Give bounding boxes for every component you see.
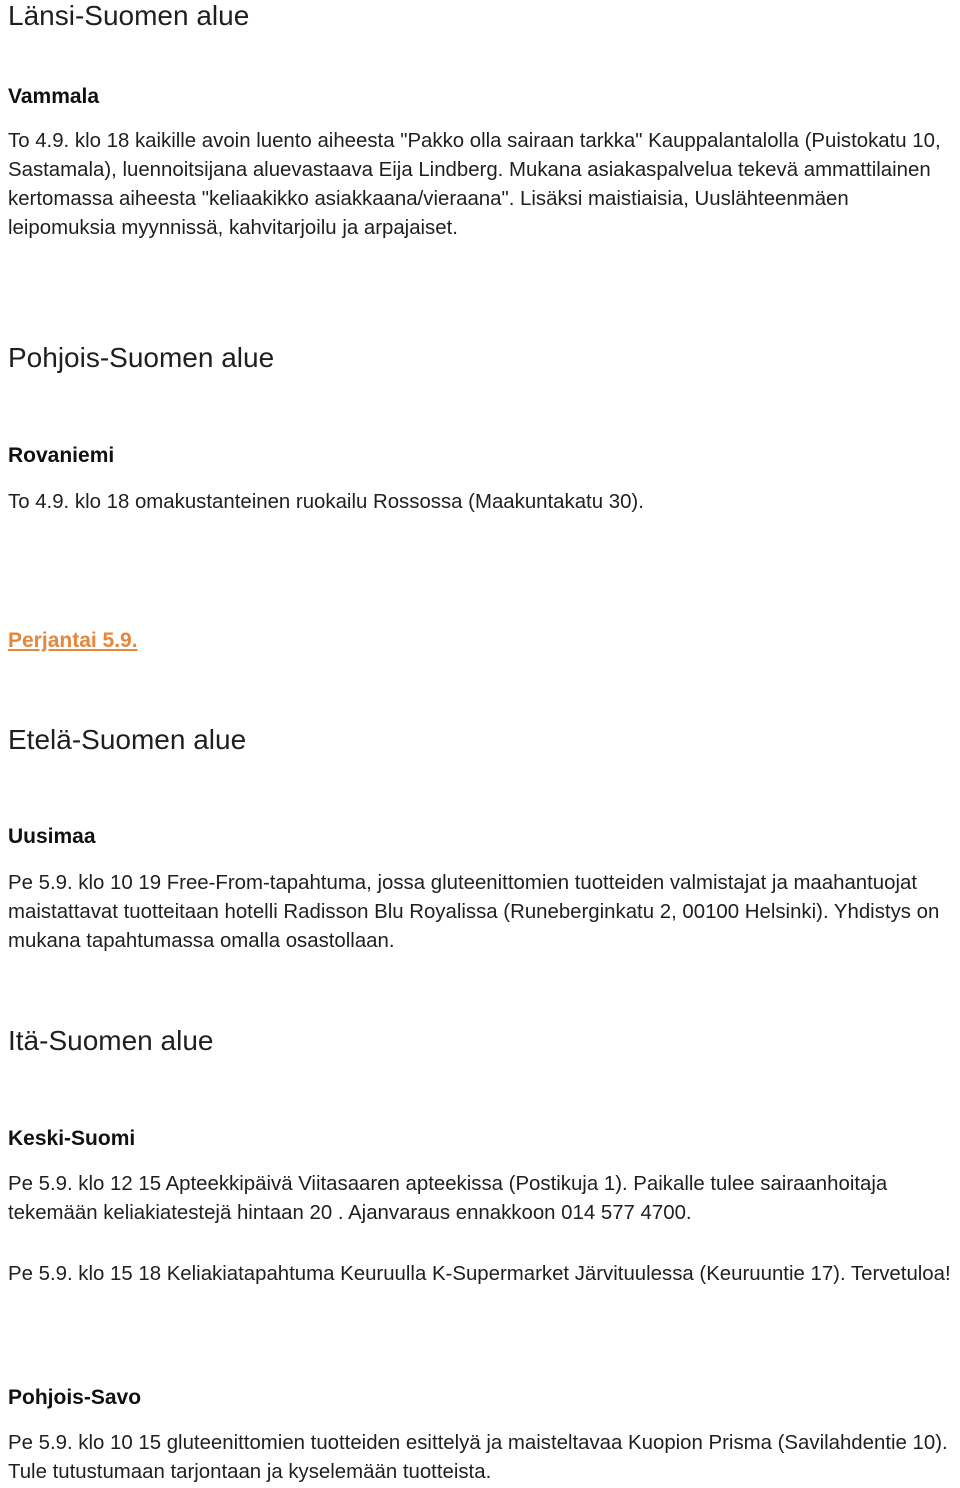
- place-heading-keski-suomi: Keski-Suomi: [8, 1127, 136, 1150]
- region-heading-ita: Itä-Suomen alue: [8, 1025, 214, 1056]
- place-heading-vammala: Vammala: [8, 85, 100, 108]
- event-text-keuruu: Pe 5.9. klo 15 18 Keliakiatapahtuma Keuruulla K-Supermarket Järvituulessa (Keuruuntie 17). Tervetuloa!: [8, 1263, 951, 1285]
- event-text-uusimaa: Pe 5.9. klo 10 19 Free-From-tapahtuma, jossa gluteenittomien tuotteiden valmistajat ja maahantuojat maistattavat tuotteitaan hotelli Radisson Blu Royalissa (Runeberginkatu 2, 00100 Helsinki). Yhdistys on mukana tapahtumassa omalla osastollaan.: [8, 872, 940, 952]
- event-text-vammala: To 4.9. klo 18 kaikille avoin luento aiheesta "Pakko olla sairaan tarkka" Kauppalantalolla (Puistokatu 10, Sastamala), luennoitsijana aluevastaava Eija Lindberg. Mukana asiakaspalvelua tekevä ammattilainen kertomassa aiheesta "keliaakikko asiakkaana/vieraana". Lisäksi maistiaisia, Uuslähteenmäen leipomuksia myynnissä, kahvitarjoilu ja arpajaiset.: [8, 130, 941, 239]
- region-heading-pohjois: Pohjois-Suomen alue: [8, 342, 275, 373]
- event-text-kuopio: Pe 5.9. klo 10 15 gluteenittomien tuotteiden esittelyä ja maisteltavaa Kuopion Prisma (Savilahdentie 10). Tule tutustumaan tarjontaan ja kyselemään tuotteista.: [8, 1432, 948, 1483]
- region-heading-lansi: Länsi-Suomen alue: [8, 0, 250, 31]
- place-heading-rovaniemi: Rovaniemi: [8, 444, 115, 467]
- event-text-rovaniemi: To 4.9. klo 18 omakustanteinen ruokailu Rossossa (Maakuntakatu 30).: [8, 491, 644, 513]
- event-text-viitasaari: Pe 5.9. klo 12 15 Apteekkipäivä Viitasaaren apteekissa (Postikuja 1). Paikalle tulee sairaanhoitaja tekemään keliakiatestejä hintaan 20 . Ajanvaraus ennakkoon 014 577 4700.: [8, 1173, 888, 1224]
- region-heading-etela: Etelä-Suomen alue: [8, 724, 247, 755]
- place-heading-pohjois-savo: Pohjois-Savo: [8, 1386, 142, 1409]
- day-link-friday[interactable]: Perjantai 5.9.: [8, 629, 138, 652]
- place-heading-uusimaa: Uusimaa: [8, 825, 96, 848]
